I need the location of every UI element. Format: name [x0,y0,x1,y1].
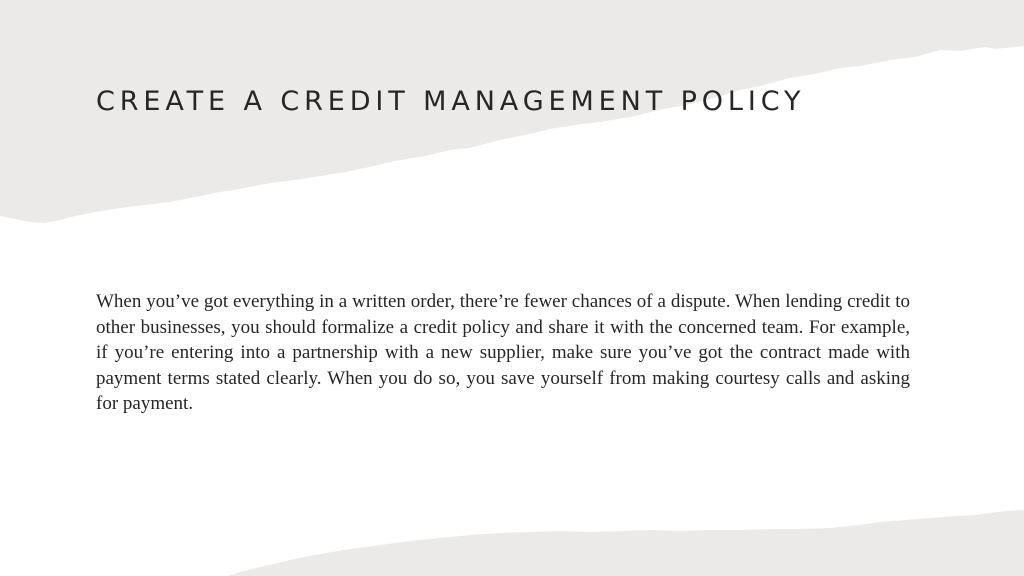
slide-body-text: When you’ve got everything in a written order, there’re fewer chances of a dispute. When lending credit to other businesses, you should formalize a credit policy and share it with the concerned team. For example, if you’re entering into a partnership with a new supplier, make sure you’ve got the contract made with payment terms stated clearly. When you do so, you save yourself from making courtesy calls and asking for payment. [96,291,910,415]
slide-title: CREATE A CREDIT MANAGEMENT POLICY [96,86,806,117]
torn-paper-bottom [228,510,1024,576]
